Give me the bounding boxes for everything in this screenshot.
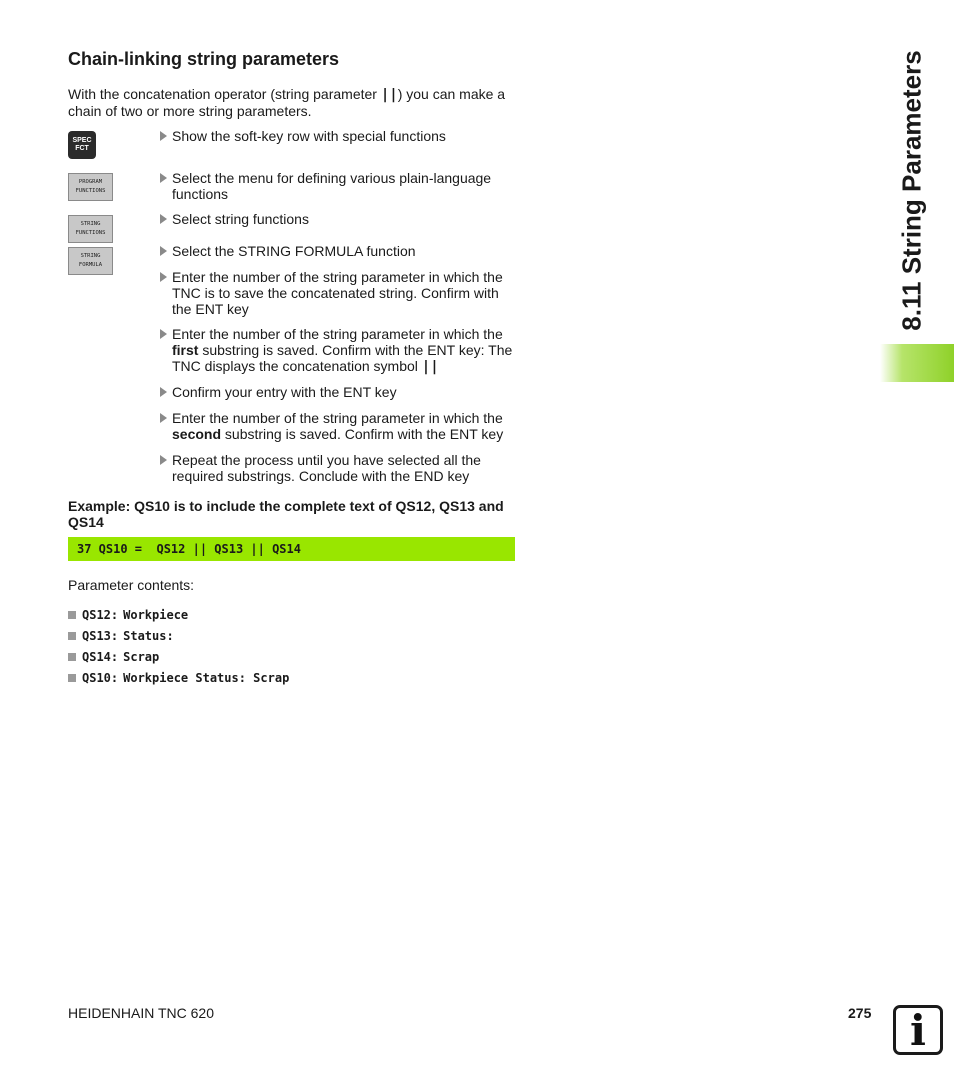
parameter-value: Status:: [123, 628, 174, 643]
parameter-name: QS10:: [82, 670, 119, 685]
intro-after: ) you can make a chain of two or more string parameters.: [68, 86, 506, 119]
spec-fct-key[interactable]: [68, 131, 96, 159]
example-title: Example: QS10 is to include the complete text of QS12, QS13 and QS14: [68, 498, 504, 530]
square-bullet-icon: [68, 674, 76, 682]
parameter-value: Scrap: [123, 649, 160, 664]
step-text: Select string functions: [172, 211, 309, 227]
triangle-right-icon: [160, 272, 167, 282]
triangle-right-icon: [160, 387, 167, 397]
step-text: [172, 410, 516, 442]
example-code-line: 37 QS10 = QS12 || QS13 || QS14: [68, 537, 515, 561]
info-icon: i: [893, 1005, 943, 1055]
parameter-list: [68, 604, 289, 688]
step-text-bold: first: [172, 342, 199, 358]
concat-operator: ||: [421, 359, 439, 375]
string-functions-softkey-line2: FUNCTIONS: [75, 230, 106, 236]
spec-fct-key-line2: FCT: [75, 145, 89, 152]
step-text: Repeat the process until you have selected all the required substrings. Conclude with the END key: [172, 452, 481, 484]
step-item: [160, 269, 516, 317]
parameter-value: Workpiece: [123, 607, 189, 622]
triangle-right-icon: [160, 246, 167, 256]
intro-before: With the concatenation operator (string parameter: [68, 86, 381, 102]
step-text-post: substring is saved. Confirm with the ENT key: The TNC displays the concatenation symbol: [172, 342, 513, 374]
square-bullet-icon: [68, 611, 76, 619]
concat-operator: ||: [380, 87, 398, 103]
string-functions-softkey[interactable]: [68, 215, 113, 243]
side-title-text: 8.11 String Parameters: [896, 49, 927, 331]
step-item: [160, 170, 516, 202]
triangle-right-icon: [160, 131, 167, 141]
page-number: 275: [848, 1005, 872, 1021]
step-text-pre: Enter the number of the string parameter in which the: [172, 410, 503, 426]
square-bullet-icon: [68, 653, 76, 661]
square-bullet-icon: [68, 632, 76, 640]
step-item: [160, 243, 516, 259]
step-item: [160, 128, 516, 144]
triangle-right-icon: [160, 214, 167, 224]
step-text: Select the menu for defining various plain-language functions: [172, 170, 492, 202]
string-formula-softkey-line2: FORMULA: [78, 262, 103, 268]
list-item: [68, 646, 289, 667]
triangle-right-icon: [160, 329, 167, 339]
string-formula-softkey-line1: STRING: [80, 253, 101, 259]
step-text: Enter the number of the string parameter in which the TNC is to save the concatenated string. Confirm with the ENT key: [172, 269, 503, 317]
step-text-bold: second: [172, 426, 222, 442]
program-functions-softkey-line1: PROGRAM: [78, 179, 103, 185]
step-item: [160, 384, 516, 400]
list-item: [68, 625, 289, 646]
step-text-pre: Enter the number of the string parameter in which the: [172, 326, 503, 342]
list-item: [68, 667, 289, 688]
step-text-post: substring is saved. Confirm with the ENT key: [221, 426, 504, 442]
side-title: [887, 50, 937, 330]
string-functions-softkey-line1: STRING: [80, 221, 101, 227]
step-text: Show the soft-key row with special functions: [172, 128, 446, 144]
footer-product: HEIDENHAIN TNC 620: [68, 1005, 215, 1021]
list-item: [68, 604, 289, 625]
step-item: [160, 452, 516, 484]
section-heading: Chain-linking string parameters: [68, 49, 340, 69]
step-text: Confirm your entry with the ENT key: [172, 384, 397, 400]
parameter-name: QS14:: [82, 649, 119, 664]
triangle-right-icon: [160, 173, 167, 183]
triangle-right-icon: [160, 455, 167, 465]
step-item: [160, 326, 516, 375]
spec-fct-key-line1: SPEC: [72, 137, 92, 144]
program-functions-softkey[interactable]: [68, 173, 113, 201]
string-formula-softkey[interactable]: [68, 247, 113, 275]
step-item: [160, 410, 516, 442]
parameter-name: QS12:: [82, 607, 119, 622]
side-tab: [880, 344, 954, 382]
intro-paragraph: [68, 86, 518, 119]
program-functions-softkey-line2: FUNCTIONS: [75, 188, 106, 194]
step-item: [160, 211, 516, 227]
triangle-right-icon: [160, 413, 167, 423]
step-text: [172, 326, 516, 375]
step-text: Select the STRING FORMULA function: [172, 243, 416, 259]
parameter-contents-label: Parameter contents:: [68, 577, 195, 593]
parameter-value: Workpiece Status: Scrap: [123, 670, 290, 685]
parameter-name: QS13:: [82, 628, 119, 643]
